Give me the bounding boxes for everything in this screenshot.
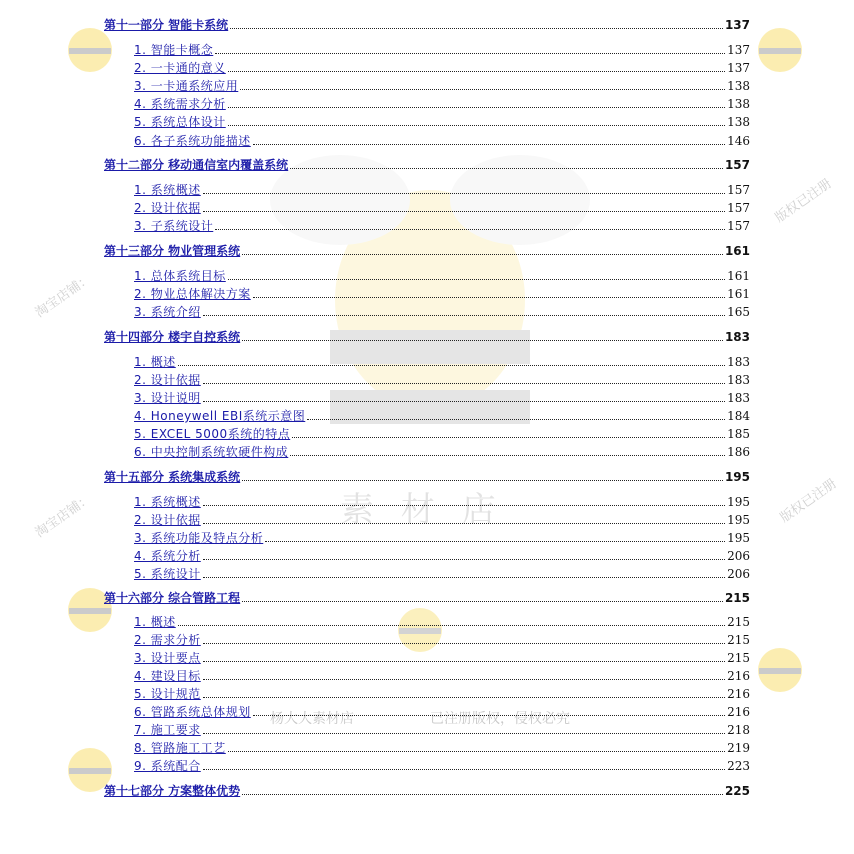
toc-dot-leader bbox=[178, 365, 725, 366]
toc-dot-leader bbox=[215, 229, 725, 230]
toc-dot-leader bbox=[228, 751, 725, 752]
toc-dot-leader bbox=[307, 419, 725, 420]
toc-item-row[interactable] bbox=[0, 426, 854, 442]
toc-item-link[interactable]: 3. 一卡通系统应用 bbox=[134, 79, 239, 93]
toc-page-number: 183 bbox=[727, 355, 750, 369]
toc-page-number: 216 bbox=[727, 687, 750, 701]
toc-item-row[interactable] bbox=[0, 304, 854, 320]
toc-dot-leader bbox=[228, 125, 725, 126]
toc-item-row[interactable] bbox=[0, 114, 854, 130]
toc-item-link[interactable]: 5. 系统设计 bbox=[134, 567, 201, 581]
toc-dot-leader bbox=[203, 661, 725, 662]
toc-item-link[interactable]: 6. 管路系统总体规划 bbox=[134, 705, 251, 719]
watermark-big-text: 素 材 店 bbox=[340, 490, 504, 530]
toc-page-number: 157 bbox=[727, 183, 750, 197]
toc-item-link[interactable]: 4. Honeywell EBI系统示意图 bbox=[134, 409, 306, 423]
toc-dot-leader bbox=[242, 480, 723, 481]
toc-item-row[interactable] bbox=[0, 650, 854, 666]
toc-chapter-link[interactable]: 第十三部分 物业管理系统 bbox=[104, 244, 241, 258]
toc-item-row[interactable] bbox=[0, 686, 854, 702]
toc-dot-leader bbox=[203, 505, 725, 506]
toc-dot-leader bbox=[203, 193, 725, 194]
toc-chapter-row[interactable] bbox=[0, 783, 854, 799]
toc-page-number: 137 bbox=[727, 43, 750, 57]
toc-item-link[interactable]: 2. 设计依据 bbox=[134, 373, 201, 387]
toc-page-number: 216 bbox=[727, 705, 750, 719]
toc-page-number: 185 bbox=[727, 427, 750, 441]
toc-item-link[interactable]: 3. 系统功能及特点分析 bbox=[134, 531, 264, 545]
toc-dot-leader bbox=[203, 679, 725, 680]
toc-item-row[interactable] bbox=[0, 740, 854, 756]
toc-page-number: 161 bbox=[727, 269, 750, 283]
toc-dot-leader bbox=[228, 279, 725, 280]
toc-item-link[interactable]: 6. 各子系统功能描述 bbox=[134, 134, 251, 148]
toc-item-link[interactable]: 6. 中央控制系统软硬件构成 bbox=[134, 445, 289, 459]
toc-item-link[interactable]: 1. 概述 bbox=[134, 615, 176, 629]
toc-item-row[interactable] bbox=[0, 704, 854, 720]
watermark-side-shop: 淘宝店铺： bbox=[32, 491, 95, 541]
toc-chapter-row[interactable] bbox=[0, 329, 854, 345]
toc-item-link[interactable]: 1. 系统概述 bbox=[134, 495, 201, 509]
toc-chapter-link[interactable]: 第十七部分 方案整体优势 bbox=[104, 784, 241, 798]
toc-chapter-link[interactable]: 第十一部分 智能卡系统 bbox=[104, 18, 229, 32]
toc-dot-leader bbox=[242, 794, 723, 795]
toc-item-row[interactable] bbox=[0, 530, 854, 546]
toc-page-number: 195 bbox=[727, 513, 750, 527]
watermark-side-shop: 淘宝店铺： bbox=[32, 271, 95, 321]
toc-item-row[interactable] bbox=[0, 60, 854, 76]
toc-dot-leader bbox=[203, 315, 725, 316]
toc-item-row[interactable] bbox=[0, 494, 854, 510]
toc-dot-leader bbox=[242, 340, 723, 341]
toc-item-link[interactable]: 4. 系统需求分析 bbox=[134, 97, 226, 111]
watermark-side-copyright: 版权已注册 bbox=[777, 476, 840, 526]
toc-page-number: 195 bbox=[727, 495, 750, 509]
toc-item-row[interactable] bbox=[0, 390, 854, 406]
toc-dot-leader bbox=[203, 211, 725, 212]
toc-page-number: 215 bbox=[727, 651, 750, 665]
toc-item-row[interactable] bbox=[0, 96, 854, 112]
toc-chapter-link[interactable]: 第十五部分 系统集成系统 bbox=[104, 470, 241, 484]
toc-page-number: 137 bbox=[727, 61, 750, 75]
toc-dot-leader bbox=[228, 107, 725, 108]
toc-dot-leader bbox=[215, 53, 725, 54]
toc-dot-leader bbox=[203, 643, 725, 644]
toc-chapter-link[interactable]: 第十六部分 综合管路工程 bbox=[104, 591, 241, 605]
toc-dot-leader bbox=[203, 523, 725, 524]
toc-dot-leader bbox=[265, 541, 725, 542]
toc-item-link[interactable]: 8. 管路施工工艺 bbox=[134, 741, 226, 755]
toc-page-number: 195 bbox=[727, 531, 750, 545]
toc-page-number: 225 bbox=[724, 784, 750, 798]
toc-dot-leader bbox=[203, 733, 725, 734]
toc-page-number: 161 bbox=[724, 244, 750, 258]
watermark-side-copyright: 版权已注册 bbox=[772, 176, 835, 226]
toc-page-number: 137 bbox=[724, 18, 750, 32]
toc-dot-leader bbox=[228, 71, 725, 72]
toc-item-row[interactable] bbox=[0, 548, 854, 564]
toc-page-number: 161 bbox=[727, 287, 750, 301]
toc-item-row[interactable] bbox=[0, 133, 854, 149]
toc-item-link[interactable]: 5. EXCEL 5000系统的特点 bbox=[134, 427, 291, 441]
toc-dot-leader bbox=[203, 769, 725, 770]
toc-page-number: 184 bbox=[727, 409, 750, 423]
toc-page-number: 146 bbox=[727, 134, 750, 148]
toc-dot-leader bbox=[290, 168, 723, 169]
toc-item-link[interactable]: 4. 系统分析 bbox=[134, 549, 201, 563]
watermark-shop-text: 杨大大素材店 bbox=[270, 711, 354, 727]
toc-item-link[interactable]: 9. 系统配合 bbox=[134, 759, 201, 773]
toc-dot-leader bbox=[230, 28, 723, 29]
toc-item-row[interactable] bbox=[0, 218, 854, 234]
toc-item-row[interactable] bbox=[0, 182, 854, 198]
toc-dot-leader bbox=[178, 625, 725, 626]
toc-item-link[interactable]: 2. 物业总体解决方案 bbox=[134, 287, 251, 301]
toc-page-number: 157 bbox=[727, 201, 750, 215]
toc-item-row[interactable] bbox=[0, 758, 854, 774]
toc-chapter-link[interactable]: 第十二部分 移动通信室内覆盖系统 bbox=[104, 158, 289, 172]
toc-dot-leader bbox=[203, 577, 725, 578]
toc-page-number: 195 bbox=[724, 470, 750, 484]
toc-chapter-row[interactable] bbox=[0, 590, 854, 606]
toc-page-number: 215 bbox=[727, 633, 750, 647]
toc-item-row[interactable] bbox=[0, 444, 854, 460]
toc-page-number: 206 bbox=[727, 549, 750, 563]
toc-dot-leader bbox=[242, 601, 723, 602]
toc-page-number: 157 bbox=[727, 219, 750, 233]
toc-item-link[interactable]: 1. 系统概述 bbox=[134, 183, 201, 197]
toc-dot-leader bbox=[203, 697, 725, 698]
toc-item-link[interactable]: 4. 建设目标 bbox=[134, 669, 201, 683]
toc-chapter-row[interactable] bbox=[0, 469, 854, 485]
toc-item-row[interactable] bbox=[0, 78, 854, 94]
toc-page-number: 215 bbox=[724, 591, 750, 605]
toc-dot-leader bbox=[253, 144, 725, 145]
toc-page-number: 138 bbox=[727, 97, 750, 111]
toc-item-row[interactable] bbox=[0, 668, 854, 684]
toc-dot-leader bbox=[290, 455, 725, 456]
toc-page-number: 215 bbox=[727, 615, 750, 629]
toc-item-link[interactable]: 2. 一卡通的意义 bbox=[134, 61, 226, 75]
toc-page-number: 183 bbox=[727, 391, 750, 405]
toc-page-number: 183 bbox=[724, 330, 750, 344]
toc-item-link[interactable]: 1. 概述 bbox=[134, 355, 176, 369]
toc-item-link[interactable]: 1. 总体系统目标 bbox=[134, 269, 226, 283]
toc-item-link[interactable]: 2. 设计依据 bbox=[134, 513, 201, 527]
toc-item-row[interactable] bbox=[0, 372, 854, 388]
toc-page-number: 219 bbox=[727, 741, 750, 755]
toc-page-number: 218 bbox=[727, 723, 750, 737]
toc-dot-leader bbox=[292, 437, 725, 438]
toc-dot-leader bbox=[203, 559, 725, 560]
toc-item-row[interactable] bbox=[0, 268, 854, 284]
toc-dot-leader bbox=[242, 254, 723, 255]
toc-item-row[interactable] bbox=[0, 42, 854, 58]
toc-item-row[interactable] bbox=[0, 632, 854, 648]
toc-item-link[interactable]: 3. 设计说明 bbox=[134, 391, 201, 405]
toc-item-row[interactable] bbox=[0, 512, 854, 528]
toc-item-link[interactable]: 2. 需求分析 bbox=[134, 633, 201, 647]
toc-page-number: 138 bbox=[727, 79, 750, 93]
watermark-notice-text: 已注册版权，侵权必究 bbox=[430, 711, 570, 727]
toc-item-link[interactable]: 1. 智能卡概念 bbox=[134, 43, 214, 57]
toc-item-row[interactable] bbox=[0, 200, 854, 216]
toc-item-link[interactable]: 3. 子系统设计 bbox=[134, 219, 214, 233]
toc-page-number: 138 bbox=[727, 115, 750, 129]
toc-item-row[interactable] bbox=[0, 722, 854, 738]
toc-dot-leader bbox=[253, 297, 725, 298]
toc-page-number: 165 bbox=[727, 305, 750, 319]
toc-chapter-link[interactable]: 第十四部分 楼宇自控系统 bbox=[104, 330, 241, 344]
toc-dot-leader bbox=[203, 401, 725, 402]
toc-item-link[interactable]: 5. 设计规范 bbox=[134, 687, 201, 701]
toc-dot-leader bbox=[240, 89, 725, 90]
toc-item-row[interactable] bbox=[0, 566, 854, 582]
toc-page-number: 157 bbox=[724, 158, 750, 172]
toc-item-link[interactable]: 2. 设计依据 bbox=[134, 201, 201, 215]
toc-chapter-row[interactable] bbox=[0, 157, 854, 173]
toc-item-row[interactable] bbox=[0, 614, 854, 630]
toc-item-row[interactable] bbox=[0, 286, 854, 302]
toc-item-row[interactable] bbox=[0, 354, 854, 370]
toc-dot-leader bbox=[253, 715, 725, 716]
toc-item-link[interactable]: 7. 施工要求 bbox=[134, 723, 201, 737]
toc-item-row[interactable] bbox=[0, 408, 854, 424]
toc-chapter-row[interactable] bbox=[0, 243, 854, 259]
toc-page-number: 216 bbox=[727, 669, 750, 683]
toc-page-number: 186 bbox=[727, 445, 750, 459]
toc-item-link[interactable]: 5. 系统总体设计 bbox=[134, 115, 226, 129]
toc-page-number: 206 bbox=[727, 567, 750, 581]
toc-chapter-row[interactable] bbox=[0, 17, 854, 33]
toc-page-number: 183 bbox=[727, 373, 750, 387]
toc-dot-leader bbox=[203, 383, 725, 384]
toc-item-link[interactable]: 3. 设计要点 bbox=[134, 651, 201, 665]
toc-page-number: 223 bbox=[727, 759, 750, 773]
toc-item-link[interactable]: 3. 系统介绍 bbox=[134, 305, 201, 319]
